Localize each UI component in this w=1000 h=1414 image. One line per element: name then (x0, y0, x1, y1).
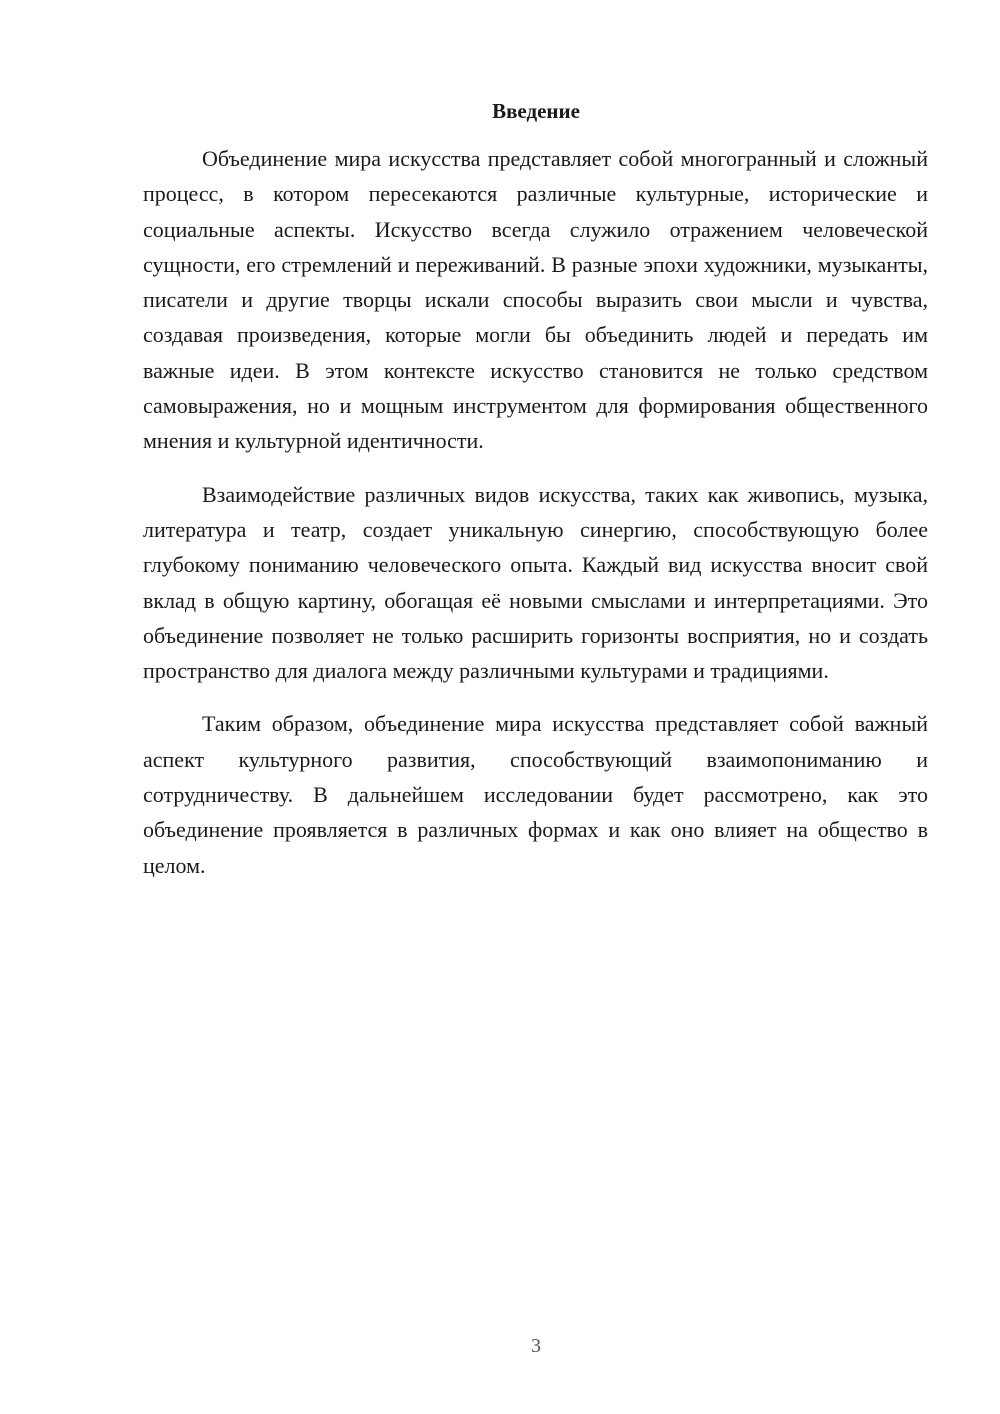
section-heading: Введение (492, 99, 580, 123)
paragraph-3: Таким образом, объединение мира искусства представляет собой важный аспект культурного развития, способствующий взаимопониманию и сотрудничеству. В дальнейшем исследовании будет рассмотрено, как это объединение проявляется в различных формах и как оно влияет на общество в целом. (143, 711, 928, 878)
page-number: 3 (531, 1335, 541, 1357)
paragraph-2: Взаимодействие различных видов искусства, таких как живопись, музыка, литература и театр, создает уникальную синергию, способствующую более глубокому пониманию человеческого опыта. Каждый вид искусства вносит свой вклад в общую картину, обогащая её новыми смыслами и интерпретациями. Это объединение позволяет не только расширить горизонты восприятия, но и создать пространство для диалога между различными культурами и традициями. (143, 481, 928, 684)
body-text (143, 141, 928, 901)
paragraph-1: Объединение мира искусства представляет собой многогранный и сложный процесс, в котором пересекаются различные культурные, исторические и социальные аспекты. Искусство всегда служило отражением человеческой сущности, его стремлений и переживаний. В разные эпохи художники, музыканты, писатели и другие творцы искали способы выразить свои мысли и чувства, создавая произведения, которые могли бы объединить людей и передать им важные идеи. В этом контексте искусство становится не только средством самовыражения, но и мощным инструментом для формирования общественного мнения и культурной идентичности. (143, 146, 928, 454)
